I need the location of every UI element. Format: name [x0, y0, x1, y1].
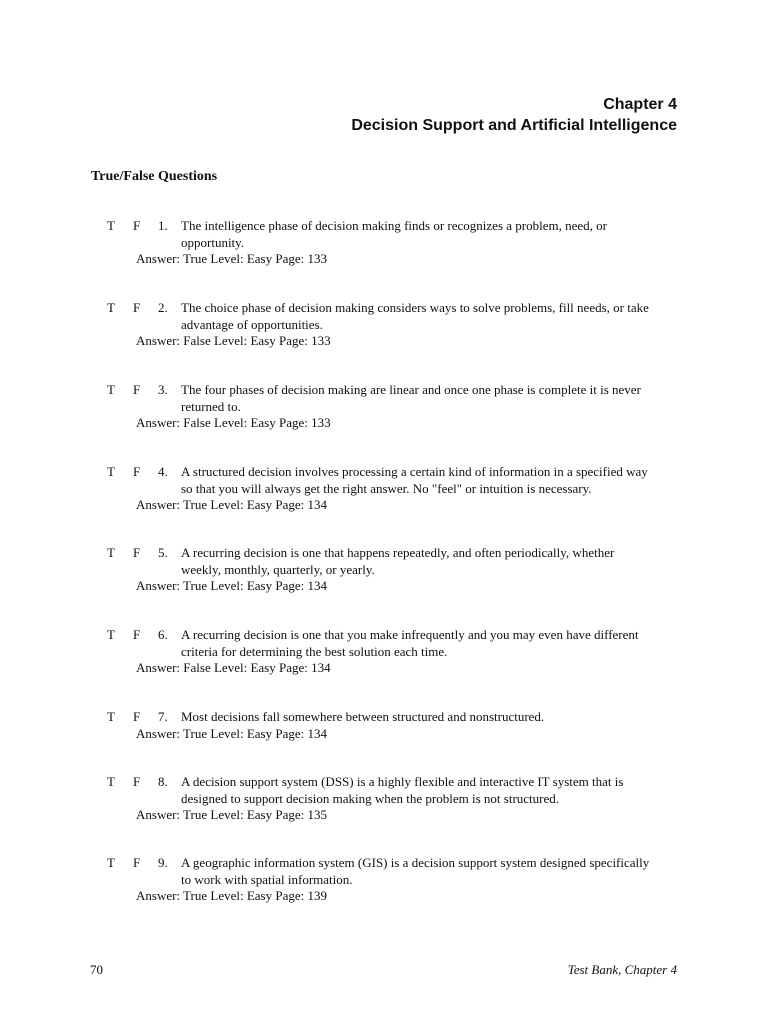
question-line-1: A decision support system (DSS) is a highly flexible and interactive IT system that is	[181, 774, 624, 789]
true-option[interactable]: T	[107, 545, 115, 560]
true-option[interactable]: T	[107, 774, 115, 789]
question-line-1: The intelligence phase of decision making finds or recognizes a problem, need, or	[181, 218, 607, 233]
question-line-1: A recurring decision is one that you make infrequently and you may even have different	[181, 627, 639, 642]
running-title: Test Bank, Chapter 4	[567, 962, 677, 977]
question-text	[181, 545, 691, 578]
question-text	[181, 382, 691, 415]
question-text	[181, 774, 691, 807]
answer-line: Answer: True Level: Easy Page: 133	[136, 251, 328, 266]
false-option[interactable]: F	[133, 382, 141, 397]
false-option[interactable]: F	[133, 545, 141, 560]
false-option[interactable]: F	[133, 855, 141, 870]
question-number: 8.	[158, 774, 168, 789]
section-heading: True/False Questions	[91, 169, 218, 184]
question-line-2: criteria for determining the best solution each time.	[181, 643, 448, 659]
chapter-title: Decision Support and Artificial Intelligence	[351, 117, 677, 134]
false-option[interactable]: F	[133, 464, 141, 479]
question-number: 2.	[158, 300, 168, 315]
answer-line: Answer: True Level: Easy Page: 134	[136, 725, 328, 741]
question-line-1: The choice phase of decision making considers ways to solve problems, fill needs, or take	[181, 300, 649, 315]
true-option[interactable]: T	[107, 709, 115, 724]
answer-line: Answer: True Level: Easy Page: 134	[136, 497, 328, 512]
question-number: 4.	[158, 464, 168, 479]
false-option[interactable]: F	[133, 774, 141, 789]
question-line-1: Most decisions fall somewhere between structured and nonstructured.	[181, 709, 545, 724]
question-text	[181, 464, 691, 497]
question-text	[181, 709, 691, 726]
question-text	[181, 218, 691, 251]
question-number: 7.	[158, 709, 168, 724]
question-text	[181, 855, 691, 888]
question-line-2: so that you will always get the right answer. No "feel" or intuition is necessary.	[181, 480, 592, 496]
false-option[interactable]: F	[133, 627, 141, 642]
true-option[interactable]: T	[107, 855, 115, 870]
chapter-header	[351, 94, 677, 136]
question-line-1: The four phases of decision making are linear and once one phase is complete it is never	[181, 382, 641, 397]
answer-line: Answer: True Level: Easy Page: 139	[136, 888, 328, 903]
true-option[interactable]: T	[107, 218, 115, 233]
true-option[interactable]: T	[107, 627, 115, 642]
false-option[interactable]: F	[133, 709, 141, 724]
question-line-2: to work with spatial information.	[181, 871, 353, 887]
chapter-number: Chapter 4	[603, 96, 677, 113]
question-number: 6.	[158, 627, 168, 642]
question-line-2: advantage of opportunities.	[181, 316, 323, 332]
answer-line: Answer: True Level: Easy Page: 135	[136, 807, 328, 822]
question-line-2: returned to.	[181, 398, 241, 414]
page-number: 70	[90, 962, 103, 977]
question-number: 3.	[158, 382, 168, 397]
question-number: 1.	[158, 218, 168, 233]
true-option[interactable]: T	[107, 382, 115, 397]
question-text	[181, 300, 691, 333]
true-option[interactable]: T	[107, 464, 115, 479]
answer-line: Answer: True Level: Easy Page: 134	[136, 578, 328, 593]
question-text	[181, 627, 691, 660]
false-option[interactable]: F	[133, 300, 141, 315]
answer-line: Answer: False Level: Easy Page: 134	[136, 660, 331, 675]
question-line-2: designed to support decision making when the problem is not structured.	[181, 790, 560, 806]
question-number: 9.	[158, 855, 168, 870]
question-line-2: opportunity.	[181, 234, 245, 250]
true-option[interactable]: T	[107, 300, 115, 315]
question-line-1: A structured decision involves processing a certain kind of information in a specified way	[181, 464, 648, 479]
question-number: 5.	[158, 545, 168, 560]
answer-line: Answer: False Level: Easy Page: 133	[136, 415, 331, 430]
question-line-1: A geographic information system (GIS) is a decision support system designed specifically	[181, 855, 650, 870]
question-line-1: A recurring decision is one that happens repeatedly, and often periodically, whether	[181, 545, 615, 560]
question-line-2: weekly, monthly, quarterly, or yearly.	[181, 561, 375, 577]
answer-line: Answer: False Level: Easy Page: 133	[136, 333, 331, 348]
false-option[interactable]: F	[133, 218, 141, 233]
